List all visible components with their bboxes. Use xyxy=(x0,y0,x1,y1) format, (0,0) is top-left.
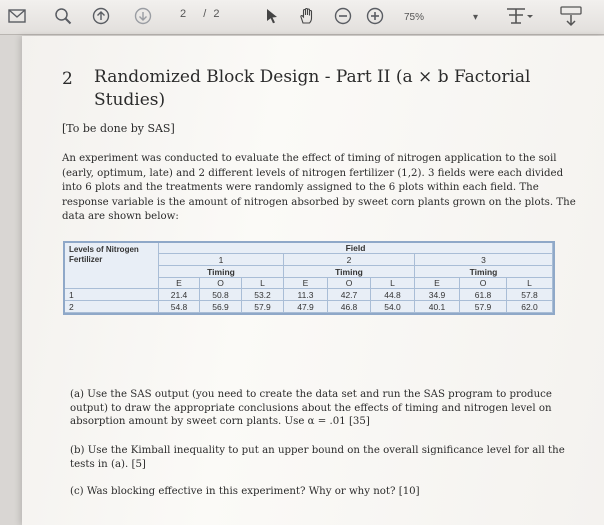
page-indicator[interactable] xyxy=(180,8,220,20)
intro-text: An experiment was conducted to evaluate the effect of timing of nitrogen application to the soil (early, optimum, late) and 2 different levels of nitrogen fertilizer (1,2). 3 fields were each divided into 6 plots and the treatments were randomly assigned to the 6 plots within each field. The response variable is the amount of nitrogen absorbed by sweet corn plants grown on the plots. The data are shown below: xyxy=(62,153,576,222)
zoom-in-icon[interactable] xyxy=(364,5,386,27)
table-cell: 54.0 xyxy=(371,301,415,313)
section-title: Randomized Block Design - Part II (a × b Factorial Studies) xyxy=(94,67,531,110)
page-current[interactable]: 2 xyxy=(180,8,188,20)
table-cell: 40.1 xyxy=(415,301,460,313)
timing-header: E xyxy=(284,278,328,289)
table-cell: 42.7 xyxy=(328,289,371,301)
question-a xyxy=(70,388,570,429)
timing-label-1: Timing xyxy=(159,266,284,278)
table-cell: 21.4 xyxy=(159,289,200,301)
question-c-text: (c) Was blocking effective in this experiment? Why or why not? [10] xyxy=(70,486,420,497)
chevron-down-icon: ▾ xyxy=(472,11,478,23)
question-b-text: (b) Use the Kimball inequality to put an upper bound on the overall significance level for all the tests in (a). [5] xyxy=(70,445,565,470)
next-page-icon[interactable] xyxy=(132,5,154,27)
table-cell: 57.9 xyxy=(460,301,507,313)
row-header-label: Levels of Nitrogen Fertilizer xyxy=(65,243,159,289)
cursor-select-icon[interactable] xyxy=(262,5,282,27)
zoom-value: 75% xyxy=(404,11,425,23)
table-cell: 62.0 xyxy=(507,301,553,313)
timing-header: O xyxy=(460,278,507,289)
timing-header: L xyxy=(242,278,284,289)
zoom-select[interactable] xyxy=(404,9,478,25)
question-a-text: (a) Use the SAS output (you need to create the data set and run the SAS program to produce output) to draw the appropriate conclusions about the effects of timing and nitrogen level on absorption amount by sweet corn plants. Use α = .01 [35] xyxy=(70,389,552,427)
question-c xyxy=(70,485,570,499)
bracket-note: [To be done by SAS] xyxy=(62,122,175,135)
document-page xyxy=(22,36,604,525)
table-cell: 57.8 xyxy=(507,289,553,301)
field-label: Field xyxy=(159,243,553,254)
table-cell: 53.2 xyxy=(242,289,284,301)
field-3: 3 xyxy=(415,254,553,266)
timing-header: E xyxy=(415,278,460,289)
table-cell: 44.8 xyxy=(371,289,415,301)
data-table xyxy=(63,241,555,315)
page-total: 2 xyxy=(213,8,221,20)
timing-header: L xyxy=(371,278,415,289)
page-separator: / xyxy=(203,8,208,20)
table-cell: 47.9 xyxy=(284,301,328,313)
section-number: 2 xyxy=(62,69,73,89)
table-cell: 34.9 xyxy=(415,289,460,301)
table-cell: 46.8 xyxy=(328,301,371,313)
timing-header: E xyxy=(159,278,200,289)
field-2: 2 xyxy=(284,254,415,266)
timing-label-3: Timing xyxy=(415,266,553,278)
download-icon[interactable] xyxy=(556,5,586,27)
question-b xyxy=(70,444,570,471)
pdf-toolbar xyxy=(0,0,604,35)
data-grid xyxy=(65,243,553,313)
timing-header: O xyxy=(328,278,371,289)
previous-page-icon[interactable] xyxy=(90,5,112,27)
table-cell: 56.9 xyxy=(200,301,242,313)
table-cell: 54.8 xyxy=(159,301,200,313)
table-cell: 57.9 xyxy=(242,301,284,313)
mail-icon[interactable] xyxy=(6,5,28,27)
table-cell: 11.3 xyxy=(284,289,328,301)
timing-header: L xyxy=(507,278,553,289)
nitrogen-level: 2 xyxy=(65,301,159,313)
nitrogen-level: 1 xyxy=(65,289,159,301)
zoom-out-icon[interactable] xyxy=(332,5,354,27)
fit-page-icon[interactable] xyxy=(504,5,536,27)
table-cell: 50.8 xyxy=(200,289,242,301)
zoom-search-icon[interactable] xyxy=(52,5,74,27)
timing-label-2: Timing xyxy=(284,266,415,278)
intro-paragraph xyxy=(62,152,582,225)
field-1: 1 xyxy=(159,254,284,266)
hand-tool-icon[interactable] xyxy=(296,5,318,27)
timing-header: O xyxy=(200,278,242,289)
table-cell: 61.8 xyxy=(460,289,507,301)
